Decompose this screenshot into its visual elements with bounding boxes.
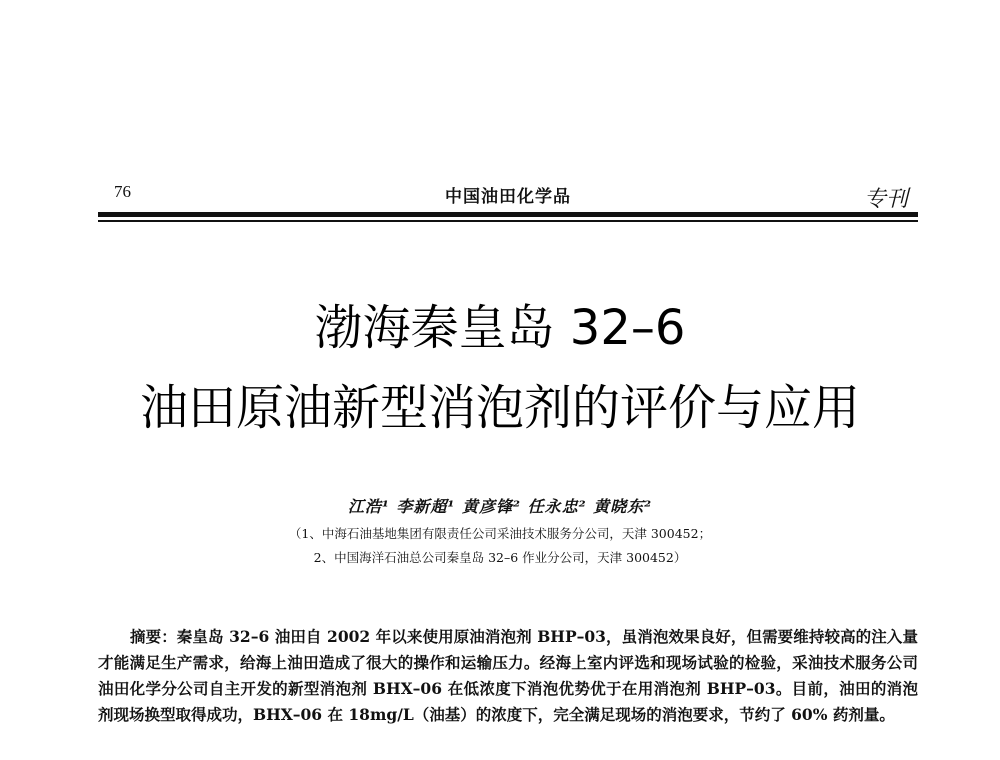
page-number: 76	[114, 182, 131, 201]
running-header	[98, 172, 918, 210]
issue-label: 专刊	[863, 187, 908, 212]
article-title-line-1: 渤海秦皇岛 32–6	[314, 300, 686, 356]
header-rule-thin	[98, 220, 918, 222]
affiliation-line-2: 2、中国海洋石油总公司秦皇岛 32–6 作业分公司，天津 300452）	[313, 550, 687, 565]
journal-name: 中国油田化学品	[445, 187, 571, 207]
author-list: 江浩¹ 李新超¹ 黄彦锋² 任永忠² 黄晓东²	[347, 497, 653, 516]
affiliation-line-1: （1、中海石油基地集团有限责任公司采油技术服务分公司，天津 300452；	[288, 526, 712, 541]
article-title-line-2: 油田原油新型消泡剂的评价与应用	[139, 380, 860, 436]
abstract-paragraph: 摘要：秦皇岛 32–6 油田自 2002 年以来使用原油消泡剂 BHP–03，虽消泡效果良好，但需要维持较高的注入量才能满足生产需求，给海上油田造成了很大的操作和运输压力。经海上室内评选和现场试验的检验，采油技术服务公司油田化学分公司自主开发的新型消泡剂 BHX–06 在低浓度下消泡优势优于在用消泡剂 BHP–03。目前，油田的消泡剂现场换型取得成功，BHX–06 在 18mg/L（油基）的浓度下，完全满足现场的消泡要求，节约了 60% 药剂量。	[98, 626, 918, 724]
header-rule-thick	[98, 212, 918, 217]
